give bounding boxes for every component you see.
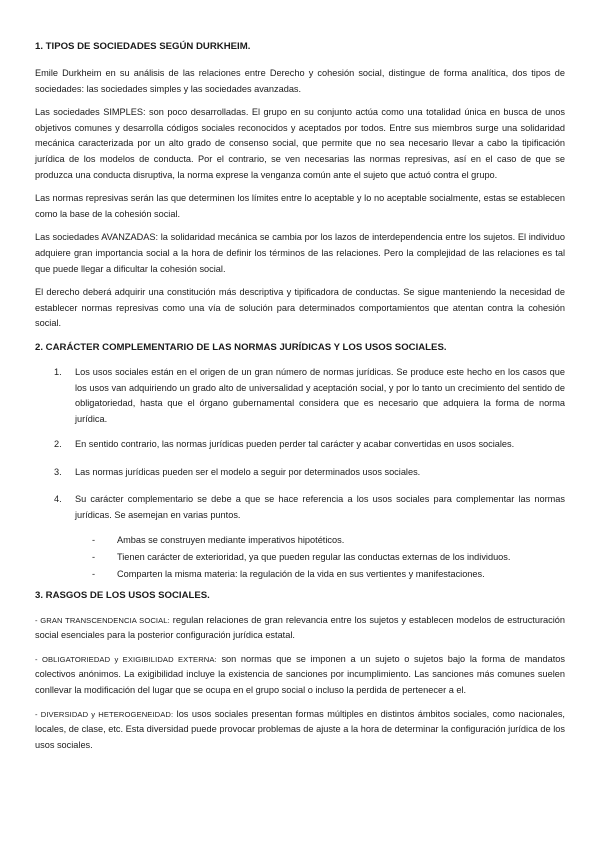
- trait-label: - GRAN TRANSCENDENCIA SOCIAL:: [35, 615, 170, 625]
- list-item: [35, 437, 565, 453]
- section-1-paragraph: Las normas represivas serán las que determinen los límites entre lo aceptable y lo no aceptable socialmente, estas se establecen como la base de la cohesión social.: [35, 193, 565, 219]
- trait-text: regulan relaciones de gran relevancia entre los sujetos y establecen modelos de estructuración social esenciales para la posterior configuración jurídica estatal.: [35, 614, 565, 641]
- dash-marker: -: [92, 568, 96, 579]
- dash-item: [35, 549, 565, 566]
- trait-text: los usos sociales presentan formas múltiples en distintos ámbitos sociales, como nacionales, locales, de clase, etc. Esta diversidad puede provocar problemas de ajuste a la hora de determinar la configuración jurídica de los usos sociales.: [35, 708, 565, 750]
- trait-paragraph: [35, 652, 565, 699]
- section-1-paragraph: El derecho deberá adquirir una constitución más descriptiva y tipificadora de conductas. Se sigue manteniendo la necesidad de establecer normas represivas como una vía de solución para determinados comportamientos que atentan contra la cohesión social.: [35, 287, 565, 329]
- dash-text: Comparten la misma materia: la regulación de la vida en sus vertientes y manifestaciones.: [117, 568, 485, 579]
- list-number: 1.: [54, 366, 62, 377]
- list-text: Las normas jurídicas pueden ser el modelo a seguir por determinados usos sociales.: [75, 466, 421, 477]
- dash-text: Tienen carácter de exterioridad, ya que pueden regular las conductas externas de los individuos.: [117, 551, 511, 562]
- trait-label: - DIVERSIDAD y HETEROGENEIDAD:: [35, 709, 174, 719]
- dash-item: [35, 566, 565, 583]
- section-1-heading: 1. TIPOS DE SOCIEDADES SEGÚN DURKHEIM.: [35, 41, 251, 52]
- list-text: En sentido contrario, las normas jurídicas pueden perder tal carácter y acabar convertidas en usos sociales.: [75, 439, 515, 450]
- dash-marker: -: [92, 551, 96, 562]
- dash-text: Ambas se construyen mediante imperativos hipotéticos.: [117, 534, 345, 545]
- section-1-paragraph: Las sociedades AVANZADAS: la solidaridad mecánica se cambia por los lazos de interdependencia entre los sujetos. El individuo adquiere gran importancia social a la hora de definir los términos de las relaciones. Pero la complejidad de las relaciones es tal que puede llegar a dificultar la cohesión social.: [35, 232, 565, 274]
- list-item: [35, 365, 565, 427]
- dash-item: [35, 532, 565, 549]
- trait-paragraph: [35, 613, 565, 644]
- list-text: Los usos sociales están en el origen de un gran número de normas jurídicas. Se produce este hecho en los casos que los usos van adquiriendo un grado alto de universalidad y aceptación social, y por lo tanto un crecimiento del sentido de obligatoriedad, hasta que el órgano gubernamental considera que es necesario que adquiera la forma de norma jurídica.: [75, 366, 565, 424]
- section-3-heading: 3. RASGOS DE LOS USOS SOCIALES.: [35, 589, 210, 601]
- section-1-paragraph: Emile Durkheim en su análisis de las relaciones entre Derecho y cohesión social, distingue de forma analítica, dos tipos de sociedades: las sociedades simples y las sociedades avanzadas.: [35, 68, 565, 94]
- dash-marker: -: [92, 534, 96, 545]
- list-item: [35, 492, 565, 523]
- list-item: [35, 465, 565, 481]
- section-2-numbered-list: [35, 365, 565, 524]
- trait-text: son normas que se imponen a un sujeto o sujetos bajo la forma de mandatos colectivos anónimos. La exigibilidad incluye la existencia de sanciones por incumplimiento. Las sanciones más comunes suelen conllevar la modificación del lugar que se ocupa en el grupo social o incluso la perdida de pertenecer a el.: [35, 653, 565, 696]
- list-number: 4.: [54, 494, 62, 505]
- section-1-paragraph: Las sociedades SIMPLES: son poco desarrolladas. El grupo en su conjunto actúa como una totalidad única en busca de unos objetivos comunes y desarrolla códigos sociales reconocidos y aceptados por todos. Entre sus miembros surge una solidaridad mecánica caracterizada por un alto grado de consenso social, que permite que no sea necesario llevar a cabo la tipificación jurídica de los modelos de conducta. Por el contrario, se ven necesarias las normas represivas, así en el caso de que se produzca una conducta disruptiva, la norma exprese la venganza común ante el sujeto que actuó contra el grupo.: [35, 107, 565, 180]
- list-number: 2.: [54, 439, 62, 450]
- list-text: Su carácter complementario se debe a que se hace referencia a los usos sociales para complementar las normas jurídicas. Se asemejan en varias puntos.: [75, 494, 565, 521]
- section-2-heading: 2. CARÁCTER COMPLEMENTARIO DE LAS NORMAS JURÍDICAS Y LOS USOS SOCIALES.: [35, 341, 447, 353]
- list-number: 3.: [54, 466, 62, 477]
- section-2-dash-list: [35, 532, 565, 583]
- trait-paragraph: [35, 707, 565, 754]
- trait-label: - OBLIGATORIEDAD y EXIGIBILIDAD EXTERNA:: [35, 654, 217, 664]
